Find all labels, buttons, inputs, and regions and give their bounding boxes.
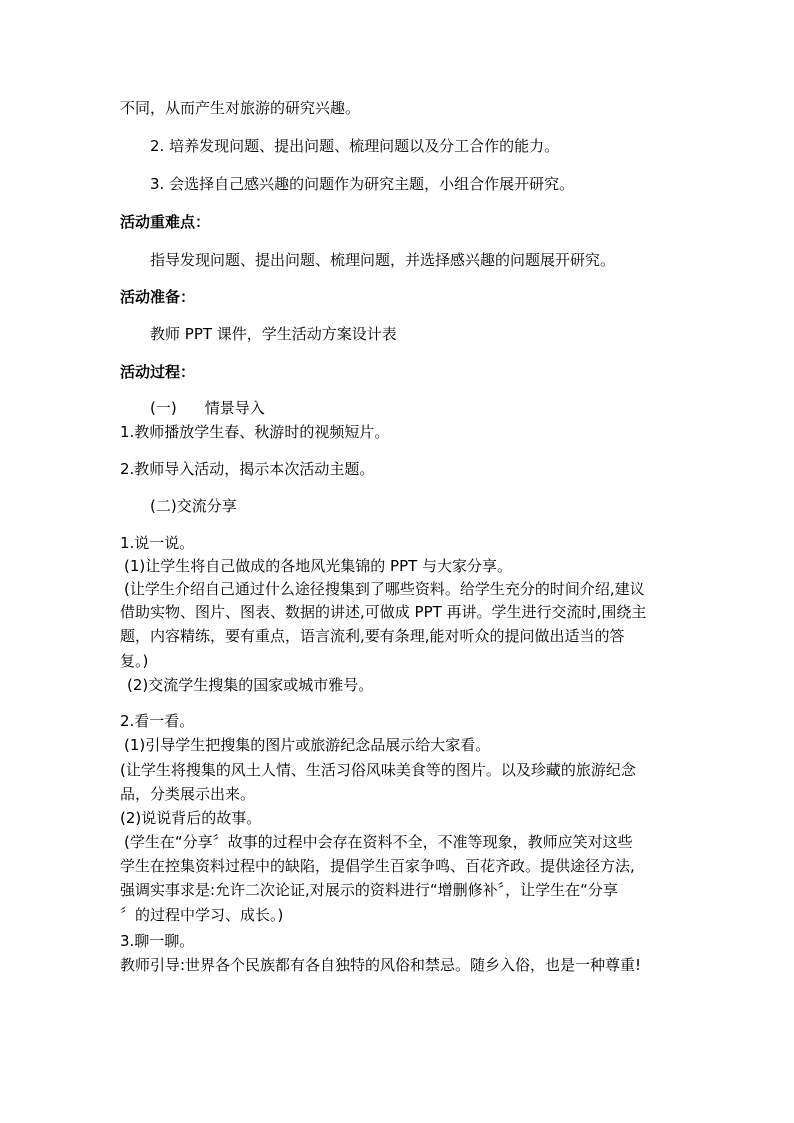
paragraph-line: 借助实物、图片、图表、数据的讲述,可做成 PPT 再讲。学生进行交流时,围绕主 (120, 603, 647, 621)
list-item: 3.聊一聊。 (120, 932, 195, 950)
paragraph-line: 题，内容精练，要有重点，语言流利,要有条理,能对听众的提问做出适当的答 (120, 627, 625, 645)
paragraph-line: 〞的过程中学习、成长。) (120, 906, 284, 924)
objective-2: 2. 培养发现问题、提出问题、梳理问题以及分工合作的能力。 (150, 137, 560, 155)
paragraph-line: 复。) (120, 652, 149, 670)
paragraph-line: 不同，从而产生对旅游的研究兴趣。 (120, 99, 361, 117)
subsection-heading-2: (二)交流分享 (150, 497, 237, 515)
subsection-number: (一) (150, 399, 177, 417)
paragraph-line: (学生在“分享〞故事的过程中会存在资料不全，不准等现象，教师应笑对这些 (124, 833, 633, 851)
paragraph-line: 强调实事求是:允许二次论证,对展示的资料进行“增删修补〞，让学生在“分享 (120, 881, 618, 899)
subsection-title: 情景导入 (204, 399, 265, 417)
paragraph-line: 教师引导:世界各个民族都有各自独特的风俗和禁忌。随乡入俗，也是一种尊重! (120, 956, 642, 974)
list-item: 1.说一说。 (120, 534, 195, 552)
paragraph-line: 品，分类展示出来。 (120, 785, 256, 803)
list-item: (1)引导学生把搜集的图片或旅游纪念品展示给大家看。 (124, 736, 491, 754)
section-heading-preparation: 活动准备： (120, 288, 196, 306)
list-item: 2.教师导入活动，揭示本次活动主题。 (120, 460, 375, 478)
list-item: 1.教师播放学生春、秋游时的视频短片。 (120, 423, 390, 441)
list-item: (2)说说背后的故事。 (120, 809, 262, 827)
list-item: (1)让学生将自己做成的各地风光集锦的 PPT 与大家分享。 (124, 557, 513, 575)
preparation-text: 教师 PPT 课件，学生活动方案设计表 (150, 325, 397, 343)
subsection-heading-1 (150, 398, 265, 418)
key-points-text: 指导发现问题、提出问题、梳理问题，并选择感兴趣的问题展开研究。 (150, 251, 616, 269)
section-heading-key-points: 活动重难点： (120, 213, 211, 231)
list-item: 2.看一看。 (120, 712, 195, 730)
paragraph-line: (让学生介绍自己通过什么途径搜集到了哪些资料。给学生充分的时间介绍,建议 (124, 580, 645, 598)
paragraph-line: 学生在控集资料过程中的缺陷，提倡学生百家争鸣、百花齐政。提供途径方法, (120, 857, 635, 875)
paragraph-line: (让学生将搜集的风土人情、生活习俗风味美食等的图片。以及珍藏的旅游纪念 (120, 761, 636, 779)
section-heading-process: 活动过程： (120, 363, 196, 381)
objective-3: 3. 会选择自己感兴趣的问题作为研究主题，小组合作展开研究。 (150, 175, 575, 193)
list-item: (2)交流学生搜集的国家或城市雅号。 (127, 676, 374, 694)
